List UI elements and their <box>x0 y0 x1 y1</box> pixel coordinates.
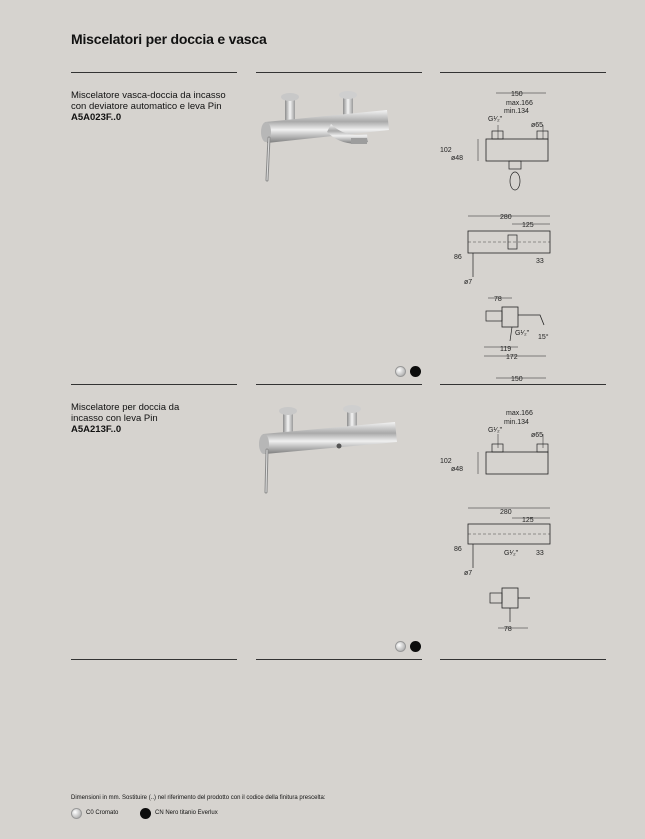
legend-swatch-chrome <box>71 808 82 819</box>
dim-label: G¹⁄₂" <box>488 427 503 434</box>
dim-label: 150 <box>511 376 523 383</box>
product-name-line: incasso con leva Pin <box>71 413 158 424</box>
section-divider <box>71 659 237 660</box>
dim-label: ø48 <box>451 155 464 162</box>
bath-shower-mixer-image <box>255 88 405 188</box>
product-name-line: Miscelatore per doccia da <box>71 402 180 413</box>
section-divider <box>256 72 422 73</box>
product-name <box>71 90 251 123</box>
product-code: A5A023F..0 <box>71 112 122 123</box>
dim-label: ø7 <box>464 570 473 577</box>
finish-swatch-chrome <box>395 366 406 377</box>
dim-label: 86 <box>454 546 462 553</box>
dim-label: 172 <box>506 354 518 361</box>
dim-label: G¹⁄₂" <box>488 116 503 123</box>
shower-mixer-technical-drawing <box>440 370 606 638</box>
dim-label: 125 <box>522 222 534 229</box>
dim-label: ø7 <box>464 279 473 286</box>
dim-label: max.166 <box>506 410 533 417</box>
finish-swatch-black <box>410 641 421 652</box>
dim-label: 150 <box>511 91 523 98</box>
dim-label: 119 <box>500 346 512 353</box>
dim-label: 280 <box>500 509 512 516</box>
section-divider <box>256 659 422 660</box>
section-divider <box>440 72 606 73</box>
dim-label: G¹⁄₂" <box>515 330 530 337</box>
dim-label: 78 <box>504 626 512 633</box>
dim-label: 280 <box>500 214 512 221</box>
footer-note: Dimensioni in mm. Sostituire (..) nel riferimento del prodotto con il codice della finitura prescelta: <box>71 795 326 801</box>
finish-swatch-black <box>410 366 421 377</box>
section-divider <box>71 384 237 385</box>
product-name <box>71 402 251 435</box>
dim-label: min.134 <box>504 419 529 426</box>
legend-label-black: CN Nero titanio Everlux <box>155 810 218 816</box>
dim-label: min.134 <box>504 108 529 115</box>
dim-label: 33 <box>536 550 544 557</box>
product-name-line: con deviatore automatico e leva Pin <box>71 101 222 112</box>
dim-label: ø65 <box>531 122 544 129</box>
bath-shower-mixer-technical-drawing <box>440 85 606 365</box>
dim-label: 102 <box>440 458 452 465</box>
dim-label: 15° <box>538 334 549 341</box>
dim-label: 102 <box>440 147 452 154</box>
dim-label: G¹⁄₂" <box>504 550 519 557</box>
dim-label: 125 <box>522 517 534 524</box>
section-divider <box>440 659 606 660</box>
dim-label: 86 <box>454 254 462 261</box>
dim-label: 33 <box>536 258 544 265</box>
product-name-line: Miscelatore vasca-doccia da incasso <box>71 90 226 101</box>
shower-mixer-image <box>255 402 405 498</box>
section-divider <box>71 72 237 73</box>
dim-label: max.166 <box>506 100 533 107</box>
dim-label: ø65 <box>531 432 544 439</box>
dim-label: 78 <box>494 296 502 303</box>
legend-swatch-black <box>140 808 151 819</box>
dim-label: ø48 <box>451 466 464 473</box>
page-title: Miscelatori per doccia e vasca <box>71 31 267 47</box>
product-code: A5A213F..0 <box>71 424 122 435</box>
legend-label-chrome: C0 Cromato <box>86 810 119 816</box>
finish-swatch-chrome <box>395 641 406 652</box>
section-divider <box>256 384 422 385</box>
